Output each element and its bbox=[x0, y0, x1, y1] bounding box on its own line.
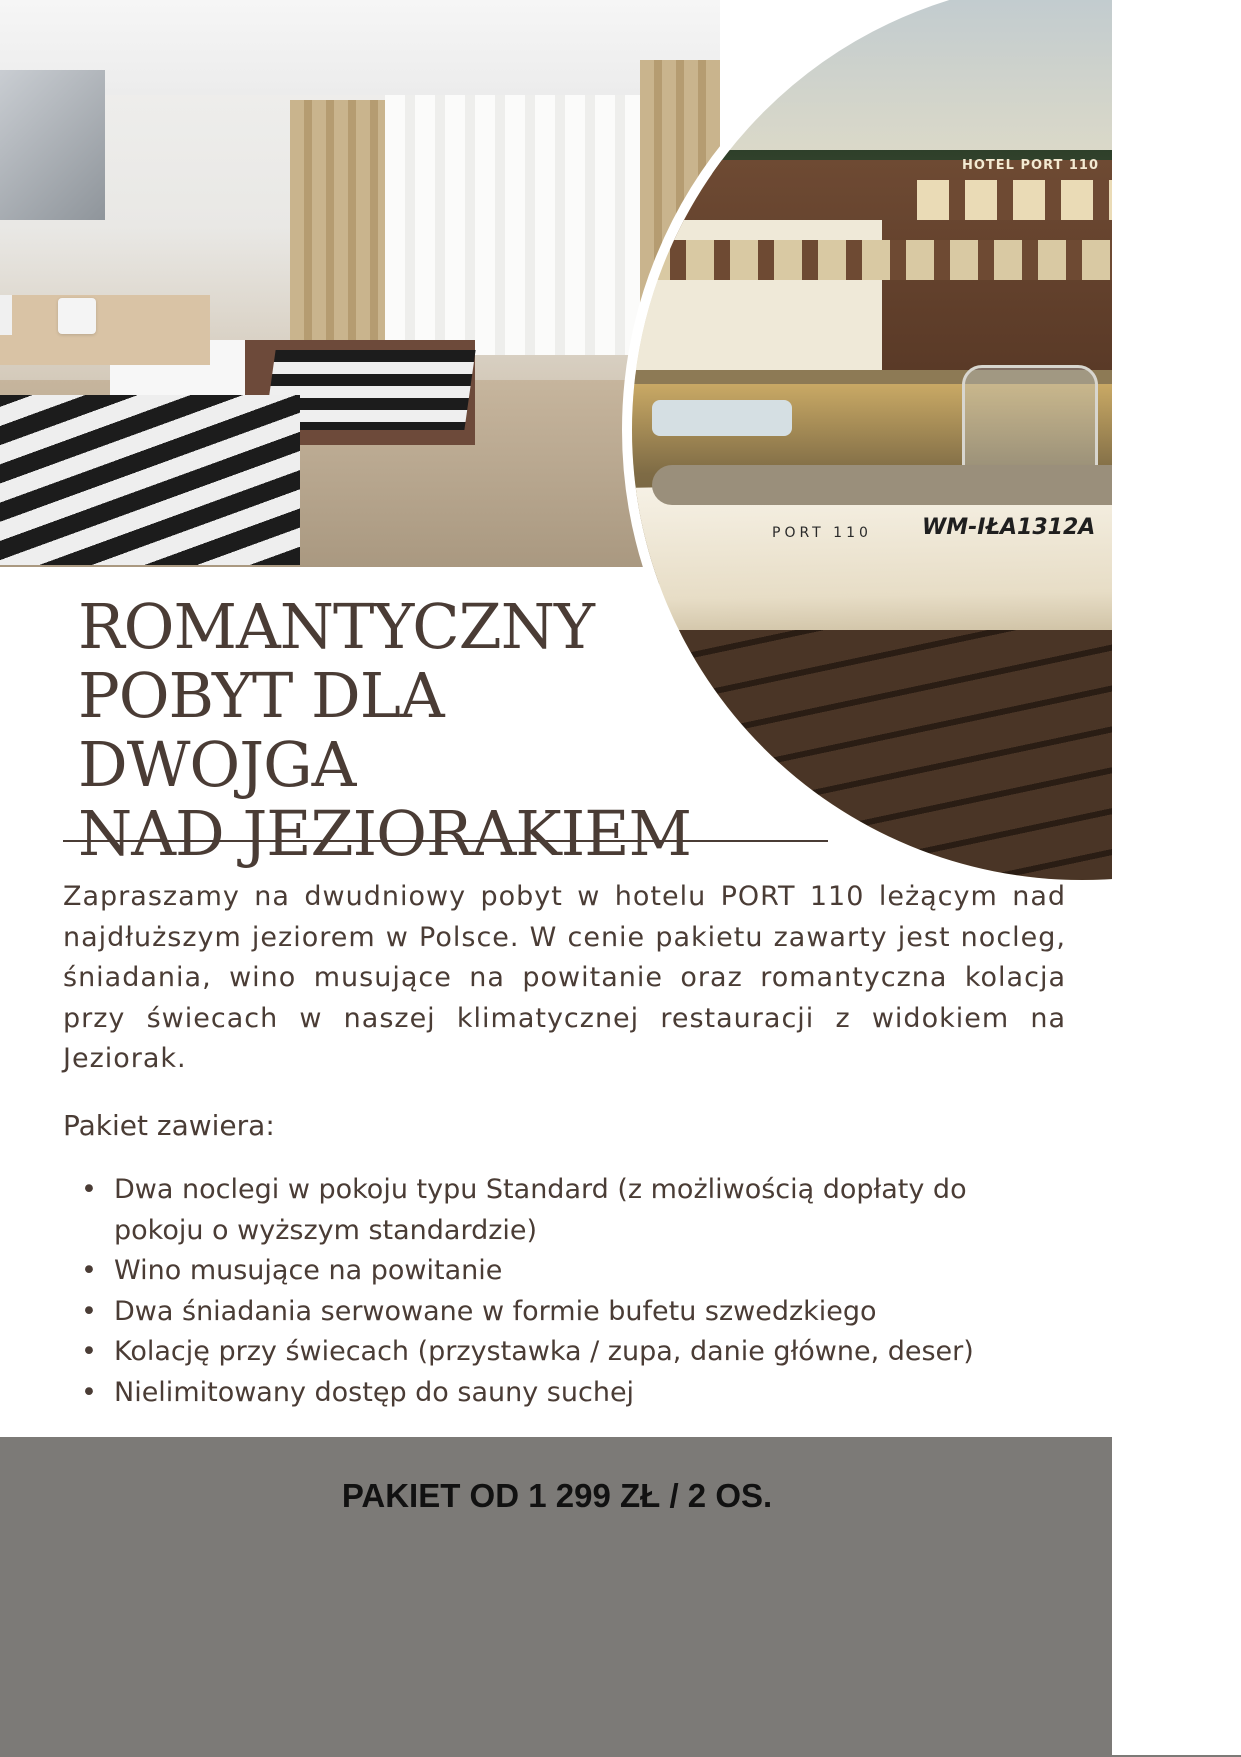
list-item: • Dwa śniadania serwowane w formie bufetu szwedzkiego bbox=[63, 1292, 1063, 1333]
package-label: Pakiet zawiera: bbox=[63, 1109, 275, 1142]
title-line-2: POBYT DLA DWOJGA bbox=[78, 659, 444, 801]
list-item: • Nielimitowany dostęp do sauny suchej bbox=[63, 1373, 1063, 1414]
room-lamp-right bbox=[58, 298, 96, 334]
page-title bbox=[78, 592, 718, 868]
room-window bbox=[385, 95, 645, 355]
price-banner bbox=[0, 1437, 1241, 1757]
list-item: • Wino musujące na powitanie bbox=[63, 1251, 1063, 1292]
boat-brand-label: PORT 110 bbox=[772, 525, 872, 541]
list-item: • Dwa noclegi w pokoju typu Standard (z możliwością dopłaty do pokoju o wyższym standardzie) bbox=[63, 1170, 1063, 1251]
room-wall-art bbox=[0, 70, 105, 220]
package-price: PAKIET OD 1 299 ZŁ / 2 OS. bbox=[341, 1477, 773, 1514]
room-bed-front-blanket bbox=[0, 395, 300, 565]
room-lamp-left bbox=[0, 295, 12, 335]
right-margin bbox=[1112, 0, 1241, 1755]
intro-paragraph: Zapraszamy na dwudniowy pobyt w hotelu PORT 110 leżącym nad najdłuższym jeziorem w Polsce. W cenie pakietu zawarty jest nocleg, śniadania, wino musujące na powitanie oraz romantyczna kolacja przy świecach w naszej klimatycznej restauracji z widokiem na Jeziorak. bbox=[63, 881, 1066, 1074]
room-ceiling bbox=[0, 0, 720, 95]
package-list bbox=[63, 1170, 1063, 1413]
boat-windshield bbox=[962, 365, 1098, 481]
room-curtain-left bbox=[290, 100, 385, 360]
hotel-room-photo bbox=[0, 0, 720, 567]
title-line-1: ROMANTYCZNY bbox=[78, 590, 594, 663]
title-line-3: NAD JEZIORAKIEM bbox=[78, 797, 691, 870]
port-hotel-sign: HOTEL PORT 110 bbox=[962, 158, 1100, 173]
title-divider bbox=[63, 840, 828, 842]
boat-registration: WM-IŁA1312A bbox=[922, 515, 1096, 540]
list-item: • Kolację przy świecach (przystawka / zupa, danie główne, deser) bbox=[63, 1332, 1063, 1373]
room-headboard bbox=[0, 295, 210, 365]
port-pedalo bbox=[652, 400, 792, 436]
